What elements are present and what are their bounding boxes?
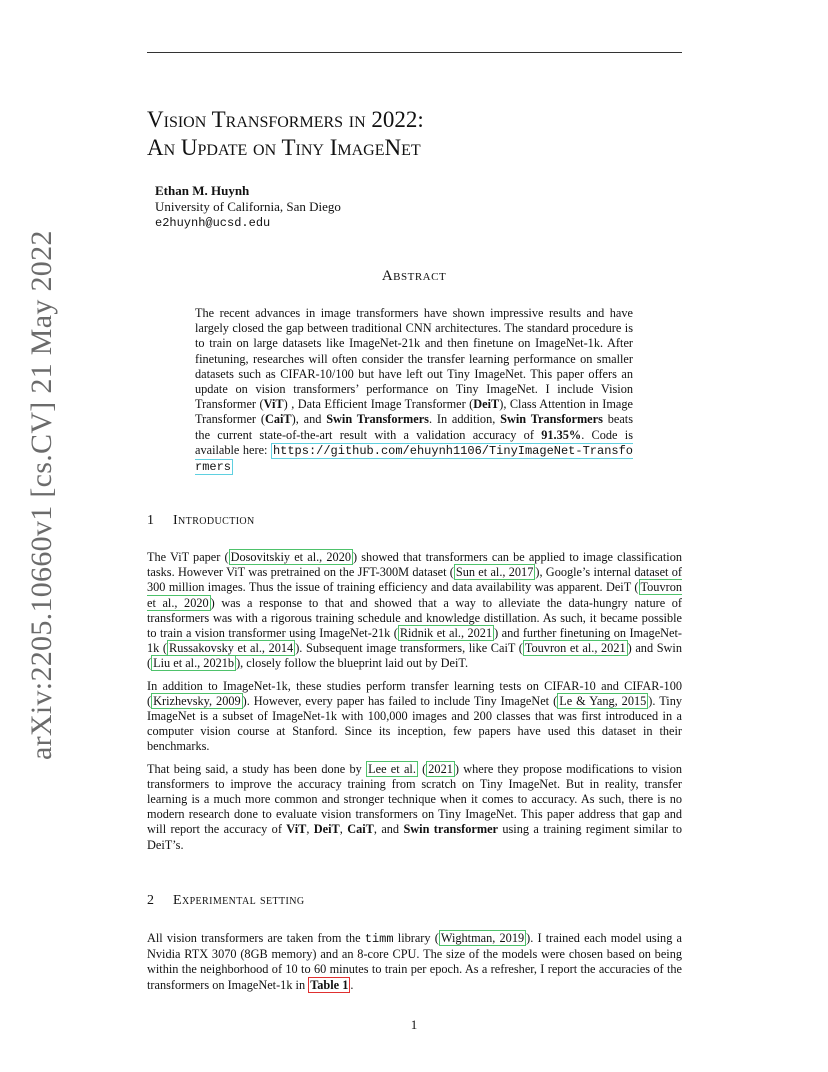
code-text: timm (364, 932, 394, 946)
text: library ( (393, 931, 439, 945)
citation-link[interactable]: Ridnik et al., 2021 (399, 626, 493, 641)
section-2-body (147, 931, 682, 1000)
text: ) and Swin ( (147, 641, 682, 671)
abstract-text: . In addition, (428, 412, 501, 427)
section-title: Introduction (173, 513, 255, 528)
citation-link[interactable]: 2021 (428, 761, 453, 776)
paragraph (147, 931, 682, 993)
section-number: 1 (147, 513, 155, 528)
abstract-bold: DeiT (473, 397, 500, 412)
text: . (350, 977, 354, 992)
top-rule (147, 52, 682, 53)
citation-link[interactable]: Liu et al., 2021b (153, 656, 235, 671)
text: All vision transformers are taken from the (147, 931, 365, 945)
author-name: Ethan M. Huynh (155, 183, 250, 198)
citation-link[interactable]: Krizhevsky, 2009 (153, 693, 241, 708)
text: ( (417, 761, 427, 776)
text: using a training regiment similar to DeiT’s. (147, 822, 682, 852)
text: ) was a response to that and showed that a way to alleviate the data-hungry nature of transformers was with a rigorous training schedule and knowledge distillation. As such, it became possible to train a vision transformer using ImageNet-21k ( (147, 595, 682, 641)
text: ) where they propose modifications to vision transformers to improve the accuracy training from scratch on Tiny ImageNet. But in reality, transfer learning is a much more common and stronger technique when it comes to accuracy. As such, there is no modern research done to evaluate vision transformers on Tiny ImageNet. This paper address that gap and will report the accuracy of (147, 761, 682, 837)
abstract-bold: 91.35% (541, 427, 582, 442)
abstract-text: The recent advances in image transformers have shown impressive results and have largely closed the gap between traditional CNN architectures. The standard procedure is to train on large datasets like ImageNet-21k and then finetune on ImageNet-1k. After finetuning, researches will often consider the transfer learning performance on smaller datasets such as CIFAR-10/100 but have left out Tiny ImageNet. This paper offers an update on vision transformers’ performance on Tiny ImageNet. I include Vision Transformer ( (195, 306, 633, 412)
text: In addition to ImageNet-1k, these studies perform transfer learning tests on CIFAR-10 and CIFAR-100 ( (147, 678, 682, 708)
author-affiliation: University of California, San Diego (155, 199, 341, 214)
citation-link[interactable]: Lee et al. (368, 761, 416, 776)
title-line-1: Vision Transformers in 2022: (147, 107, 424, 132)
section-1-heading (147, 513, 255, 529)
paragraph (147, 679, 682, 755)
title-line-2: An Update on Tiny ImageNet (147, 135, 421, 160)
page-number: 1 (410, 1017, 418, 1032)
abstract-text: ) , Data Efficient Image Transformer ( (283, 397, 474, 412)
citation-link[interactable]: Touvron et al., 2020 (147, 580, 682, 610)
bold-text: Swin transformer (403, 822, 498, 837)
text: ) and further finetuning on ImageNet-1k ( (147, 626, 683, 656)
abstract-body (195, 306, 633, 475)
author-block (155, 183, 341, 231)
citation-link[interactable]: Le & Yang, 2015 (559, 693, 647, 708)
text: , (306, 822, 314, 837)
section-number: 2 (147, 893, 155, 908)
text: ). Tiny ImageNet is a subset of ImageNet-1k with 100,000 images and 200 classes that was first introduced in a computer vision course at Stanford. Since its inception, few papers have used this dataset in their benchmarks. (147, 693, 683, 754)
abstract-bold: Swin Transformers (500, 412, 603, 427)
abstract-text: . Code is available here: (195, 427, 633, 457)
citation-link[interactable]: Wightman, 2019 (440, 931, 525, 945)
text: ), closely follow the blueprint laid out by DeiT. (236, 656, 469, 671)
citation-link[interactable]: Sun et al., 2017 (455, 565, 534, 580)
citation-link[interactable]: Touvron et al., 2021 (524, 641, 626, 656)
text: ). However, every paper has failed to include Tiny ImageNet ( (242, 693, 558, 708)
citation-link[interactable]: Russakovsky et al., 2014 (169, 641, 294, 656)
abstract-bold: Swin Transformers (326, 412, 429, 427)
text: ). Subsequent image transformers, like CaiT ( (295, 641, 523, 656)
text: ), Google’s internal dataset of 300 million images. Thus the issue of training efficiency and data availability was apparent. DeiT ( (147, 565, 682, 595)
abstract-text: ), Class Attention in Image Transformer ( (195, 397, 633, 427)
abstract-bold: ViT (263, 397, 284, 412)
paragraph (147, 762, 682, 853)
text: ). I trained each model using a Nvidia RTX 3070 (8GB memory) and an 8-core CPU. The size of the models were chosen based on being within the neighborhood of 10 to 60 minutes to train per epoch. As a refresher, I report the accuracies of the transformers on ImageNet-1k in (147, 931, 682, 992)
text: ) showed that transformers can be applied to image classification tasks. However ViT was pretrained on the JFT-300M dataset ( (147, 550, 682, 580)
bold-text: CaiT (347, 822, 374, 837)
text: The ViT paper ( (147, 550, 229, 564)
section-2-heading (147, 893, 304, 909)
abstract-text: ), and (291, 412, 327, 427)
text: , and (373, 822, 404, 837)
bold-text: ViT (286, 822, 307, 837)
table-reference-link[interactable]: Table 1 (310, 977, 349, 992)
text: That being said, a study has been done by (147, 761, 367, 776)
abstract-heading: Abstract (381, 268, 447, 284)
paragraph (147, 550, 682, 672)
citation-link[interactable]: Dosovitskiy et al., 2020 (230, 550, 352, 564)
abstract-text: beats the current state-of-the-art result with a validation accuracy of (195, 412, 633, 442)
section-title: Experimental setting (173, 893, 305, 908)
text: , (339, 822, 348, 837)
author-email[interactable]: e2huynh@ucsd.edu (155, 216, 271, 230)
code-link[interactable]: https://github.com/ehuynh1106/TinyImageNet-Transformers (195, 443, 633, 475)
paper-title (147, 106, 687, 162)
abstract-bold: CaiT (264, 412, 292, 427)
arxiv-identifier: arXiv:2205.10660v1 [cs.CV] 21 May 2022 (25, 230, 58, 760)
section-1-body (147, 550, 682, 860)
bold-text: DeiT (313, 822, 340, 837)
